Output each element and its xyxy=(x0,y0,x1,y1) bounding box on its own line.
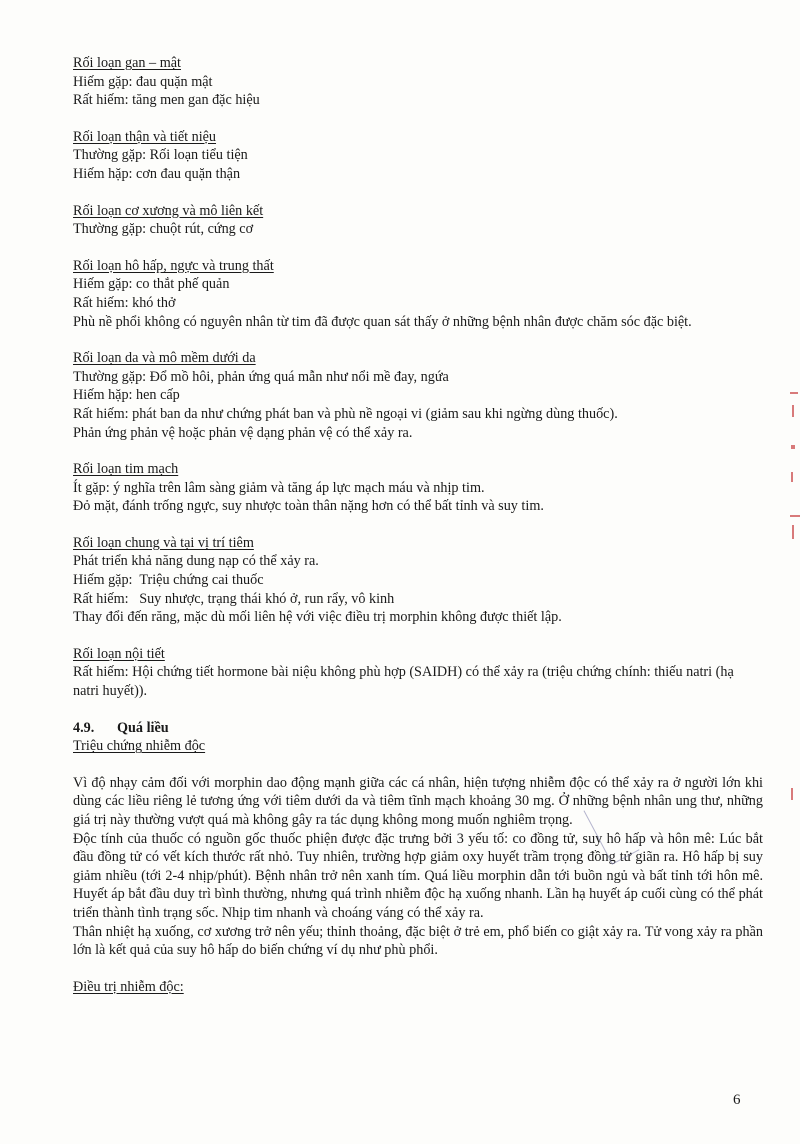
treatment-heading: Điều trị nhiễm độc: xyxy=(73,978,184,995)
section-line: Hiếm hặp: hen cấp xyxy=(73,387,180,404)
section-line: Đỏ mặt, đánh trống ngực, suy nhược toàn thân nặng hơn có thể bất tỉnh và suy tim. xyxy=(73,498,544,515)
overdose-title xyxy=(73,719,763,738)
section-heading: Rối loạn da và mô mềm dưới da xyxy=(73,350,256,367)
section-line: Rất hiếm: phát ban da như chứng phát ban và phù nề ngoại vi (giảm sau khi ngừng dùng thuốc). xyxy=(73,405,618,422)
margin-mark xyxy=(790,515,800,517)
section-overdose xyxy=(73,719,763,997)
section-line: Rất hiếm: Hội chứng tiết hormone bài niệu không phù hợp (SAIDH) có thể xảy ra (triệu chứng chính: thiếu natri (hạ natri huyết)). xyxy=(73,664,734,700)
section-line: Rất hiếm: khó thở xyxy=(73,294,176,311)
section-heading: Rối loạn hô hấp, ngực và trung thất xyxy=(73,257,274,274)
section-heading: Rối loạn gan – mật xyxy=(73,55,181,71)
page-number: 6 xyxy=(733,1092,741,1108)
section-line: Phản ứng phản vệ hoặc phản vệ dạng phản vệ có thể xảy ra. xyxy=(73,424,413,441)
overdose-paragraph: Thân nhiệt hạ xuống, cơ xương trở nên yếu; thỉnh thoảng, đặc biệt ở trẻ em, phổ biến co giật xảy ra. Tử vong xảy ra phần lớn là kết quả của suy hô hấp do biến chứng ví dụ như phù phổi. xyxy=(73,923,763,959)
section-line: Rất hiếm: tăng men gan đặc hiệu xyxy=(73,92,260,109)
section-line: Hiếm gặp: Triệu chứng cai thuốc xyxy=(73,572,264,589)
margin-mark xyxy=(792,405,794,417)
section-heading: Rối loạn tim mạch xyxy=(73,461,179,478)
section-line: Thường gặp: chuột rút, cứng cơ xyxy=(73,221,254,238)
overdose-number: 4.9. xyxy=(73,719,95,736)
section-heading: Rối loạn thận và tiết niệu xyxy=(73,128,217,145)
section-hepatobiliary xyxy=(73,54,763,110)
margin-mark xyxy=(791,788,793,800)
section-line: Hiếm gặp: co thắt phế quản xyxy=(73,276,230,293)
section-line: Ít gặp: ý nghĩa trên lâm sàng giảm và tăng áp lực mạch máu và nhịp tim. xyxy=(73,479,485,496)
margin-mark xyxy=(791,472,793,482)
section-line: Thường gặp: Đổ mồ hôi, phản ứng quá mẫn như nổi mề đay, ngứa xyxy=(73,368,449,385)
margin-mark xyxy=(792,525,794,539)
section-line: Thay đổi đến răng, mặc dù mối liên hệ với việc điều trị morphin không được thiết lập. xyxy=(73,609,562,626)
overdose-subheading: Triệu chứng nhiễm độc xyxy=(73,738,206,755)
section-heading: Rối loạn nội tiết xyxy=(73,645,165,662)
section-general xyxy=(73,534,763,627)
section-skin xyxy=(73,349,763,442)
section-line: Rất hiếm: Suy nhược, trạng thái khó ở, run rẩy, vô kinh xyxy=(73,590,395,607)
document-body xyxy=(73,54,763,996)
section-cardiovascular xyxy=(73,460,763,516)
section-respiratory xyxy=(73,257,763,331)
margin-mark xyxy=(791,445,795,449)
section-heading: Rối loạn chung và tại vị trí tiêm xyxy=(73,534,254,551)
section-endocrine xyxy=(73,645,763,701)
section-line: Phát triển khả năng dung nạp có thể xảy ra. xyxy=(73,553,319,570)
section-line: Hiếm gặp: đau quặn mật xyxy=(73,73,213,90)
overdose-paragraph: Vì độ nhạy cảm đối với morphin dao động mạnh giữa các cá nhân, hiện tượng nhiễm độc có thể xảy ra ở người lớn khi dùng các liều riêng lẻ tương ứng với tiêm dưới da và tiêm tĩnh mạch khoảng 30 mg. Ở những bệnh nhân ung thư, những giá trị này thường vượt quá mà không gây ra tác dụng không mong muốn nghiêm trọng. xyxy=(73,774,763,828)
section-renal xyxy=(73,128,763,184)
overdose-title-text: Quá liều xyxy=(117,719,169,736)
section-musculoskeletal xyxy=(73,202,763,239)
section-heading: Rối loạn cơ xương và mô liên kết xyxy=(73,202,264,219)
section-line: Hiếm hặp: cơn đau quặn thận xyxy=(73,165,241,182)
section-line: Phù nề phổi không có nguyên nhân từ tim đã được quan sát thấy ở những bệnh nhân được chăm sóc đặc biệt. xyxy=(73,313,692,330)
margin-mark xyxy=(790,392,798,394)
section-line: Thường gặp: Rối loạn tiểu tiện xyxy=(73,147,248,164)
overdose-paragraph: Độc tính của thuốc có nguồn gốc thuốc phiện được đặc trưng bởi 3 yếu tố: co đồng tử, suy hô hấp và hôn mê: Lúc bắt đầu đồng tử có vết kích thước rất nhỏ. Tuy nhiên, trường hợp giảm oxy huyết trầm trọng đồng tử giãn ra. Hô hấp bị suy giảm nhiều (tới 2-4 nhịp/phút). Bệnh nhân trở nên xanh tím. Quá liều morphin dẫn tới buồn ngủ và bất tỉnh tới hôn mê. Huyết áp bắt đầu duy trì bình thường, nhưng quá trình nhiễm độc hạ xuống nhanh. Lần hạ huyết áp cuối cùng có thể phát triển thành tình trạng sốc. Nhịp tim nhanh và choáng váng có thể xảy ra. xyxy=(73,830,763,921)
